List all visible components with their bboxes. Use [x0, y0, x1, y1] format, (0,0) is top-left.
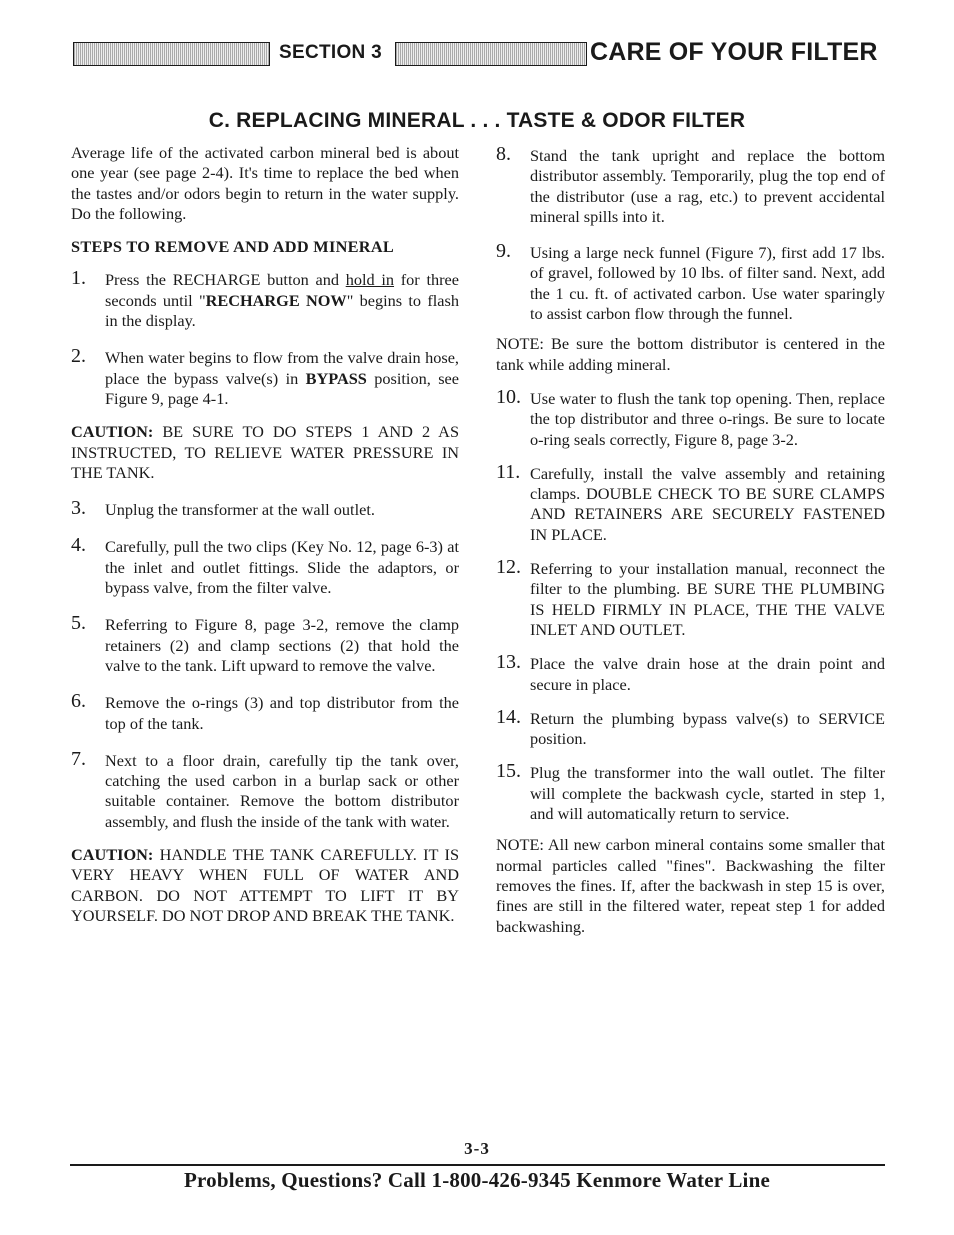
- step-text: Unplug the transformer at the wall outlet.: [105, 500, 375, 520]
- step-15: [496, 760, 885, 824]
- caution-label: CAUTION:: [71, 845, 154, 865]
- step-number: 13.: [496, 651, 521, 674]
- note-1: NOTE: Be sure the bottom distributor is centered in the tank while adding mineral.: [496, 334, 885, 374]
- step-4: [71, 534, 459, 598]
- step-text: position, see Figure 9, page 4-1.: [105, 368, 459, 408]
- section-label: SECTION 3: [279, 42, 382, 63]
- step-number: 3.: [71, 497, 86, 520]
- step-number: 8.: [496, 143, 511, 165]
- step-text: Return the plumbing bypass valve(s) to SERVICE position.: [530, 708, 885, 749]
- step-5: [71, 612, 459, 676]
- step-text: Next to a floor drain, carefully tip the tank over, catching the used carbon in a burlap sack or other suitable container. Remove the bottom distributor assembly, and flush the inside of the tank with water.: [105, 750, 459, 831]
- step-text: Referring to Figure 8, page 3-2, remove the clamp retainers (2) and clamp sections (2) that hold the valve to the tank. Lift upward to remove the valve.: [105, 615, 459, 675]
- left-column: [71, 143, 459, 926]
- step-text: Use water to flush the tank top opening. Then, replace the top distributor and three o-rings. Be sure to locate o-ring seals correctly, Figure 8, page 3-2.: [530, 388, 885, 449]
- step-8: [496, 143, 885, 227]
- step-number: 6.: [71, 690, 86, 713]
- step-text-bold: RECHARGE NOW: [205, 290, 347, 310]
- step-text: for three seconds until ": [105, 270, 459, 310]
- intro-paragraph: Average life of the activated carbon mineral bed is about one year (see page 2-4). It's time to replace the bed when the tastes and/or odors begin to return in the water supply. Do the following.: [71, 143, 459, 223]
- footer-helpline: Problems, Questions? Call 1-800-426-9345 Kenmore Water Line: [184, 1168, 770, 1192]
- step-11: [496, 460, 885, 545]
- step-2: [71, 345, 459, 409]
- caution-text: BE SURE TO DO STEPS 1 AND 2 AS INSTRUCTED, TO RELIEVE WATER PRESSURE IN THE TANK.: [71, 422, 459, 482]
- page-title: C. REPLACING MINERAL . . . TASTE & ODOR FILTER: [208, 109, 746, 132]
- step-text: When water begins to flow from the valve drain hose, place the bypass valve(s) in: [105, 348, 459, 388]
- step-number: 11.: [496, 460, 521, 483]
- caution-1: [71, 422, 459, 483]
- section-title: CARE OF YOUR FILTER: [590, 38, 878, 66]
- step-text: Referring to your installation manual, reconnect the filter to the plumbing. BE SURE THE PLUMBING IS HELD FIRMLY IN PLACE, THE THE VALVE INLET AND OUTLET.: [530, 559, 885, 639]
- step-text: Plug the transformer into the wall outlet. The filter will complete the backwash cycle, started in step 1, and will automatically return to service.: [530, 763, 885, 824]
- step-1: [71, 267, 459, 331]
- step-text: Press the RECHARGE button and: [105, 270, 346, 290]
- step-text: Stand the tank upright and replace the bottom distributor assembly. Temporarily, plug the top end of the distributor (use a rag, etc.) to prevent accidental mineral spills into it.: [530, 146, 885, 226]
- section-header: [73, 40, 883, 68]
- step-3: [71, 497, 459, 520]
- header-hatch-bar-left: [73, 42, 270, 66]
- step-number: 9.: [496, 240, 511, 263]
- step-7: [71, 747, 459, 832]
- step-number: 5.: [71, 612, 86, 635]
- step-number: 12.: [496, 556, 521, 579]
- note-2: NOTE: All new carbon mineral contains some smaller that normal particles called "fines". Backwashing the filter removes the fines. If, after the backwash in step 15 is over, fines are still in the filtered water, repeat step 1 for added backwashing.: [496, 835, 885, 936]
- step-9: [496, 240, 885, 324]
- caution-label: CAUTION:: [71, 422, 154, 442]
- step-10: [496, 385, 885, 450]
- step-text-underlined: hold in: [345, 270, 395, 290]
- step-13: [496, 651, 885, 695]
- step-text: Place the valve drain hose at the drain point and secure in place.: [530, 654, 885, 694]
- step-text: " begins to flash in the display.: [105, 290, 459, 331]
- header-hatch-bar-right: [395, 42, 587, 66]
- step-12: [496, 556, 885, 640]
- step-text: Remove the o-rings (3) and top distributor from the top of the tank.: [105, 693, 459, 733]
- steps-heading: STEPS TO REMOVE AND ADD MINERAL: [71, 237, 395, 257]
- step-number: 15.: [496, 760, 521, 783]
- step-number: 14.: [496, 705, 521, 728]
- step-14: [496, 705, 885, 750]
- step-text-bold: BYPASS: [305, 368, 367, 388]
- page-number: 3-3: [464, 1139, 490, 1158]
- step-number: 2.: [71, 345, 86, 368]
- step-number: 4.: [71, 534, 86, 557]
- step-text: Carefully, pull the two clips (Key No. 12, page 6-3) at the inlet and outlet fittings. Slide the adaptors, or bypass valve, from the filter valve.: [105, 537, 459, 598]
- step-number: 1.: [71, 267, 86, 290]
- step-6: [71, 690, 459, 734]
- right-column: [496, 143, 885, 937]
- footer-divider: [70, 1164, 885, 1166]
- step-number: 10.: [496, 385, 521, 408]
- caution-2: [71, 845, 459, 926]
- step-number: 7.: [71, 747, 86, 770]
- step-text: Carefully, install the valve assembly and retaining clamps. DOUBLE CHECK TO BE SURE CLAMPS AND RETAINERS ARE SECURELY FASTENED IN PLACE.: [530, 463, 885, 544]
- step-text: Using a large neck funnel (Figure 7), first add 17 lbs. of gravel, followed by 10 lbs. of filter sand. Next, add the 1 cu. ft. of activated carbon. Use water sparingly to assist carbon flow through the funnel.: [530, 243, 885, 324]
- caution-text: HANDLE THE TANK CAREFULLY. IT IS VERY HEAVY WHEN FULL OF WATER AND CARBON. DO NOT ATTEMPT TO LIFT IT BY YOURSELF. DO NOT DROP AND BREAK THE TANK.: [71, 845, 459, 925]
